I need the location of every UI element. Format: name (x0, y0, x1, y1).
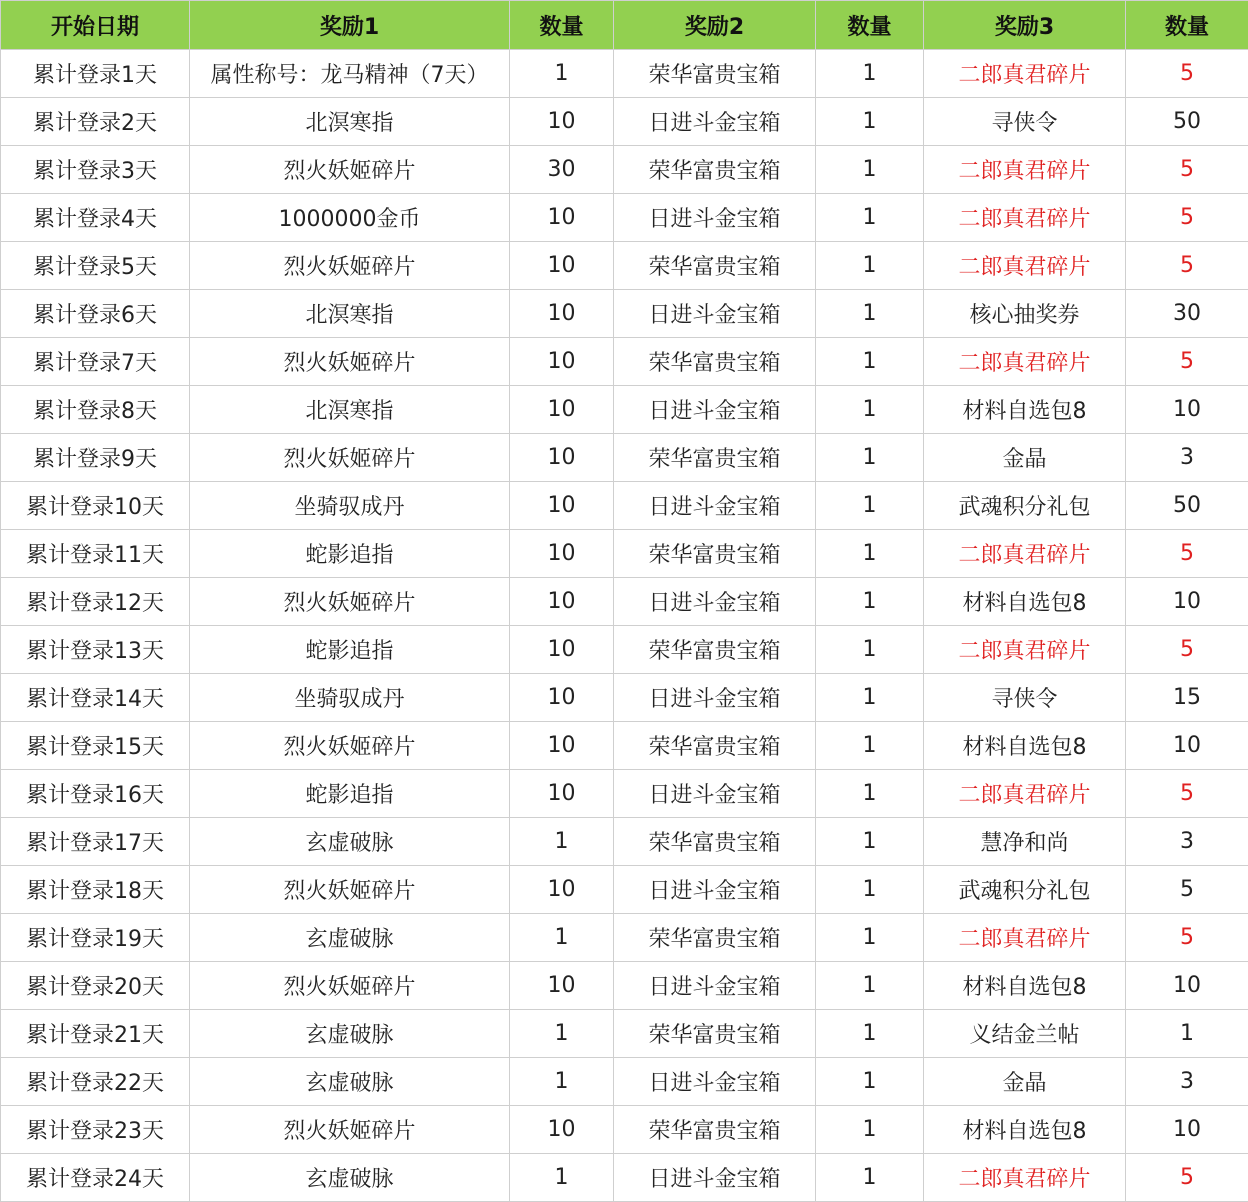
cell-quantity-2: 1 (816, 722, 924, 770)
cell-reward-3: 材料自选包8 (924, 962, 1126, 1010)
cell-reward-1: 烈火妖姬碎片 (190, 338, 510, 386)
cell-reward-2: 日进斗金宝箱 (614, 866, 816, 914)
cell-reward-1: 坐骑驭成丹 (190, 674, 510, 722)
table-row (1, 530, 1248, 578)
cell-reward-3: 二郎真君碎片 (924, 242, 1126, 290)
cell-quantity-2: 1 (816, 866, 924, 914)
header-quantity-3: 数量 (1126, 1, 1248, 50)
cell-quantity-1: 1 (510, 50, 614, 98)
table-row (1, 386, 1248, 434)
cell-quantity-1: 10 (510, 434, 614, 482)
table-row (1, 674, 1248, 722)
cell-quantity-3: 10 (1126, 962, 1248, 1010)
cell-reward-2: 荣华富贵宝箱 (614, 530, 816, 578)
cell-quantity-3: 50 (1126, 98, 1248, 146)
cell-reward-2: 日进斗金宝箱 (614, 290, 816, 338)
cell-reward-3: 武魂积分礼包 (924, 866, 1126, 914)
cell-quantity-1: 10 (510, 338, 614, 386)
cell-quantity-1: 10 (510, 98, 614, 146)
cell-reward-3: 材料自选包8 (924, 722, 1126, 770)
cell-quantity-2: 1 (816, 914, 924, 962)
cell-quantity-2: 1 (816, 674, 924, 722)
cell-quantity-3: 5 (1126, 50, 1248, 98)
cell-date: 累计登录3天 (1, 146, 190, 194)
cell-reward-2: 荣华富贵宝箱 (614, 338, 816, 386)
cell-quantity-2: 1 (816, 578, 924, 626)
cell-reward-2: 荣华富贵宝箱 (614, 626, 816, 674)
cell-quantity-2: 1 (816, 98, 924, 146)
cell-quantity-3: 10 (1126, 386, 1248, 434)
cell-quantity-3: 5 (1126, 194, 1248, 242)
table-row (1, 1106, 1248, 1154)
cell-reward-3: 二郎真君碎片 (924, 50, 1126, 98)
cell-reward-3: 核心抽奖券 (924, 290, 1126, 338)
cell-reward-3: 寻侠令 (924, 674, 1126, 722)
table-row (1, 146, 1248, 194)
table-row (1, 914, 1248, 962)
cell-quantity-1: 30 (510, 146, 614, 194)
cell-quantity-3: 5 (1126, 338, 1248, 386)
cell-reward-1: 北溟寒指 (190, 386, 510, 434)
cell-date: 累计登录9天 (1, 434, 190, 482)
cell-reward-2: 日进斗金宝箱 (614, 1154, 816, 1202)
cell-quantity-1: 1 (510, 914, 614, 962)
cell-reward-1: 烈火妖姬碎片 (190, 578, 510, 626)
table-row (1, 482, 1248, 530)
cell-date: 累计登录17天 (1, 818, 190, 866)
cell-reward-3: 材料自选包8 (924, 578, 1126, 626)
cell-quantity-1: 10 (510, 770, 614, 818)
cell-quantity-3: 5 (1126, 914, 1248, 962)
header-quantity-2: 数量 (816, 1, 924, 50)
cell-quantity-1: 10 (510, 626, 614, 674)
cell-date: 累计登录15天 (1, 722, 190, 770)
cell-quantity-2: 1 (816, 386, 924, 434)
cell-reward-1: 玄虚破脉 (190, 1154, 510, 1202)
cell-reward-3: 二郎真君碎片 (924, 146, 1126, 194)
cell-quantity-3: 3 (1126, 818, 1248, 866)
cell-date: 累计登录19天 (1, 914, 190, 962)
cell-quantity-1: 10 (510, 290, 614, 338)
cell-quantity-3: 10 (1126, 1106, 1248, 1154)
cell-reward-2: 荣华富贵宝箱 (614, 434, 816, 482)
cell-quantity-1: 10 (510, 962, 614, 1010)
cell-date: 累计登录7天 (1, 338, 190, 386)
cell-quantity-3: 3 (1126, 434, 1248, 482)
cell-quantity-3: 15 (1126, 674, 1248, 722)
cell-reward-2: 日进斗金宝箱 (614, 674, 816, 722)
cell-reward-1: 蛇影追指 (190, 626, 510, 674)
cell-reward-2: 荣华富贵宝箱 (614, 722, 816, 770)
cell-quantity-2: 1 (816, 482, 924, 530)
header-row (1, 1, 1248, 50)
cell-quantity-1: 10 (510, 866, 614, 914)
table-body (1, 50, 1248, 1202)
cell-reward-2: 日进斗金宝箱 (614, 962, 816, 1010)
cell-date: 累计登录10天 (1, 482, 190, 530)
table-row (1, 98, 1248, 146)
cell-quantity-2: 1 (816, 290, 924, 338)
cell-reward-3: 二郎真君碎片 (924, 770, 1126, 818)
cell-reward-2: 荣华富贵宝箱 (614, 1106, 816, 1154)
cell-reward-1: 烈火妖姬碎片 (190, 1106, 510, 1154)
cell-reward-2: 日进斗金宝箱 (614, 482, 816, 530)
cell-quantity-2: 1 (816, 770, 924, 818)
cell-reward-3: 二郎真君碎片 (924, 530, 1126, 578)
cell-reward-2: 荣华富贵宝箱 (614, 50, 816, 98)
cell-quantity-3: 5 (1126, 866, 1248, 914)
cell-quantity-1: 10 (510, 578, 614, 626)
table-row (1, 578, 1248, 626)
cell-reward-3: 材料自选包8 (924, 386, 1126, 434)
cell-quantity-1: 10 (510, 242, 614, 290)
cell-quantity-2: 1 (816, 242, 924, 290)
table-row (1, 50, 1248, 98)
table-row (1, 626, 1248, 674)
cell-date: 累计登录5天 (1, 242, 190, 290)
cell-quantity-1: 10 (510, 482, 614, 530)
cell-reward-2: 日进斗金宝箱 (614, 98, 816, 146)
cell-quantity-3: 5 (1126, 626, 1248, 674)
cell-quantity-2: 1 (816, 1010, 924, 1058)
cell-reward-3: 二郎真君碎片 (924, 626, 1126, 674)
cell-quantity-1: 10 (510, 1106, 614, 1154)
cell-date: 累计登录13天 (1, 626, 190, 674)
cell-reward-1: 1000000金币 (190, 194, 510, 242)
cell-date: 累计登录14天 (1, 674, 190, 722)
table-row (1, 242, 1248, 290)
cell-quantity-2: 1 (816, 194, 924, 242)
table-row (1, 1010, 1248, 1058)
cell-reward-1: 玄虚破脉 (190, 914, 510, 962)
table-row (1, 722, 1248, 770)
cell-reward-2: 日进斗金宝箱 (614, 578, 816, 626)
cell-quantity-2: 1 (816, 1154, 924, 1202)
cell-date: 累计登录12天 (1, 578, 190, 626)
table-row (1, 1154, 1248, 1202)
cell-quantity-1: 10 (510, 530, 614, 578)
cell-quantity-2: 1 (816, 338, 924, 386)
cell-reward-1: 坐骑驭成丹 (190, 482, 510, 530)
table-row (1, 818, 1248, 866)
cell-reward-1: 烈火妖姬碎片 (190, 146, 510, 194)
cell-reward-1: 北溟寒指 (190, 98, 510, 146)
cell-reward-2: 日进斗金宝箱 (614, 386, 816, 434)
cell-quantity-3: 1 (1126, 1010, 1248, 1058)
cell-quantity-1: 1 (510, 1154, 614, 1202)
cell-date: 累计登录8天 (1, 386, 190, 434)
cell-reward-3: 二郎真君碎片 (924, 338, 1126, 386)
table-row (1, 290, 1248, 338)
cell-quantity-1: 1 (510, 1058, 614, 1106)
cell-date: 累计登录20天 (1, 962, 190, 1010)
cell-date: 累计登录22天 (1, 1058, 190, 1106)
cell-date: 累计登录21天 (1, 1010, 190, 1058)
cell-quantity-3: 10 (1126, 578, 1248, 626)
cell-reward-3: 二郎真君碎片 (924, 194, 1126, 242)
cell-reward-1: 烈火妖姬碎片 (190, 962, 510, 1010)
cell-reward-2: 荣华富贵宝箱 (614, 1010, 816, 1058)
cell-reward-3: 寻侠令 (924, 98, 1126, 146)
cell-reward-1: 蛇影追指 (190, 530, 510, 578)
cell-quantity-3: 5 (1126, 242, 1248, 290)
cell-reward-2: 荣华富贵宝箱 (614, 146, 816, 194)
cell-date: 累计登录11天 (1, 530, 190, 578)
cell-reward-2: 日进斗金宝箱 (614, 1058, 816, 1106)
table-row (1, 338, 1248, 386)
cell-reward-3: 二郎真君碎片 (924, 1154, 1126, 1202)
header-reward-1: 奖励1 (190, 1, 510, 50)
cell-reward-1: 玄虚破脉 (190, 1058, 510, 1106)
cell-quantity-1: 10 (510, 674, 614, 722)
cell-reward-1: 北溟寒指 (190, 290, 510, 338)
cell-reward-3: 金晶 (924, 434, 1126, 482)
cell-quantity-3: 50 (1126, 482, 1248, 530)
table-row (1, 434, 1248, 482)
header-reward-3: 奖励3 (924, 1, 1126, 50)
cell-reward-3: 义结金兰帖 (924, 1010, 1126, 1058)
cell-quantity-3: 5 (1126, 530, 1248, 578)
cell-date: 累计登录1天 (1, 50, 190, 98)
cell-quantity-2: 1 (816, 530, 924, 578)
cell-quantity-2: 1 (816, 146, 924, 194)
cell-quantity-3: 5 (1126, 770, 1248, 818)
header-quantity-1: 数量 (510, 1, 614, 50)
cell-quantity-2: 1 (816, 434, 924, 482)
cell-reward-1: 烈火妖姬碎片 (190, 434, 510, 482)
cell-quantity-1: 1 (510, 818, 614, 866)
table-row (1, 1058, 1248, 1106)
cell-date: 累计登录6天 (1, 290, 190, 338)
cell-reward-2: 荣华富贵宝箱 (614, 818, 816, 866)
cell-quantity-2: 1 (816, 818, 924, 866)
cell-reward-1: 属性称号：龙马精神（7天） (190, 50, 510, 98)
cell-quantity-2: 1 (816, 1058, 924, 1106)
cell-reward-3: 慧净和尚 (924, 818, 1126, 866)
cell-quantity-2: 1 (816, 962, 924, 1010)
table-row (1, 962, 1248, 1010)
cell-quantity-3: 5 (1126, 1154, 1248, 1202)
cell-reward-2: 荣华富贵宝箱 (614, 242, 816, 290)
header-start-date: 开始日期 (1, 1, 190, 50)
table-row (1, 194, 1248, 242)
cell-reward-1: 烈火妖姬碎片 (190, 242, 510, 290)
cell-reward-1: 烈火妖姬碎片 (190, 866, 510, 914)
cell-date: 累计登录2天 (1, 98, 190, 146)
cell-quantity-3: 30 (1126, 290, 1248, 338)
cell-date: 累计登录18天 (1, 866, 190, 914)
cell-reward-1: 蛇影追指 (190, 770, 510, 818)
cell-quantity-3: 3 (1126, 1058, 1248, 1106)
cell-reward-2: 日进斗金宝箱 (614, 194, 816, 242)
cell-reward-2: 日进斗金宝箱 (614, 770, 816, 818)
cell-reward-2: 荣华富贵宝箱 (614, 914, 816, 962)
table-row (1, 770, 1248, 818)
cell-date: 累计登录24天 (1, 1154, 190, 1202)
cell-quantity-2: 1 (816, 1106, 924, 1154)
cell-quantity-1: 10 (510, 194, 614, 242)
cell-quantity-2: 1 (816, 50, 924, 98)
cell-quantity-3: 10 (1126, 722, 1248, 770)
header-reward-2: 奖励2 (614, 1, 816, 50)
cell-reward-3: 材料自选包8 (924, 1106, 1126, 1154)
cell-quantity-3: 5 (1126, 146, 1248, 194)
cell-quantity-1: 10 (510, 386, 614, 434)
cell-quantity-1: 1 (510, 1010, 614, 1058)
cell-quantity-2: 1 (816, 626, 924, 674)
cell-date: 累计登录16天 (1, 770, 190, 818)
cell-quantity-1: 10 (510, 722, 614, 770)
cell-reward-3: 金晶 (924, 1058, 1126, 1106)
cell-reward-1: 烈火妖姬碎片 (190, 722, 510, 770)
cell-date: 累计登录4天 (1, 194, 190, 242)
cell-reward-1: 玄虚破脉 (190, 818, 510, 866)
table-row (1, 866, 1248, 914)
cell-reward-3: 武魂积分礼包 (924, 482, 1126, 530)
cell-reward-3: 二郎真君碎片 (924, 914, 1126, 962)
cell-date: 累计登录23天 (1, 1106, 190, 1154)
cell-reward-1: 玄虚破脉 (190, 1010, 510, 1058)
